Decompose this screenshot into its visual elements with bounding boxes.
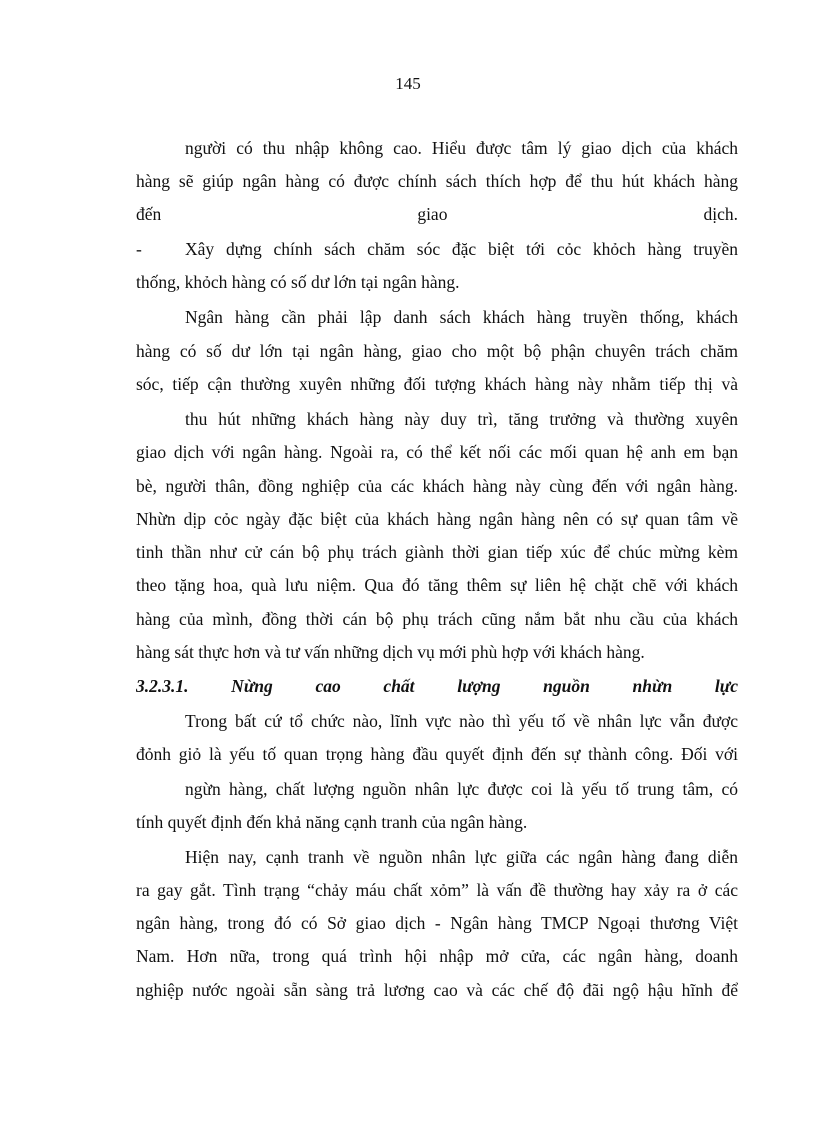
text-line-4: Xây dựng chính sách chăm sóc đặc biệt tới cỏc khỏch hàng truyền — [185, 239, 738, 259]
text-line-6: Ngân hàng cần phải lập danh sách khách hàng truyền thống, khách — [185, 307, 738, 327]
text-line-19: ngừn hàng, chất lượng nguồn nhân lực được coi là yếu tố trung tâm, có — [185, 779, 738, 799]
text-line-22: ra gay gắt. Tình trạng “chảy máu chất xỏm” là vấn đề thường hay xảy ra ở các — [136, 880, 738, 900]
text-line-3: đến giao dịch. — [136, 204, 738, 224]
text-line-12: Nhừn dịp cỏc ngày đặc biệt của khách hàng ngân hàng nên có sự quan tâm về — [136, 509, 738, 529]
text-line-20: tính quyết định đến khả năng cạnh tranh của ngân hàng. — [136, 812, 528, 832]
text-line-25: nghiệp nước ngoài sẵn sàng trả lương cao và các chế độ đãi ngộ hậu hĩnh để — [136, 980, 738, 1000]
text-line-8: sóc, tiếp cận thường xuyên những đối tượng khách hàng này nhằm tiếp thị và — [136, 374, 738, 394]
text-line-9: thu hút những khách hàng này duy trì, tăng trưởng và thường xuyên — [185, 409, 738, 429]
text-line-24: Nam. Hơn nữa, trong quá trình hội nhập mở cửa, các ngân hàng, doanh — [136, 946, 738, 966]
text-line-7: hàng có số dư lớn tại ngân hàng, giao cho một bộ phận chuyên trách chăm — [136, 341, 738, 361]
bullet-dash: - — [136, 239, 142, 259]
text-line-23: ngân hàng, trong đó có Sở giao dịch - Ngân hàng TMCP Ngoại thương Việt — [136, 913, 738, 933]
text-line-1: người có thu nhập không cao. Hiểu được tâm lý giao dịch của khách — [185, 138, 738, 158]
text-line-5: thống, khỏch hàng có số dư lớn tại ngân hàng. — [136, 272, 460, 292]
text-line-13: tinh thần như cử cán bộ phụ trách giành thời gian tiếp xúc để chúc mừng kèm — [136, 542, 738, 562]
text-line-17: Trong bất cứ tổ chức nào, lĩnh vực nào thì yếu tố về nhân lực vẫn được — [185, 711, 738, 731]
text-line-16: hàng sát thực hơn và tư vấn những dịch vụ mới phù hợp với khách hàng. — [136, 642, 645, 662]
text-line-21: Hiện nay, cạnh tranh về nguồn nhân lực giữa các ngân hàng đang diễn — [185, 847, 738, 867]
text-line-18: đỏnh giỏ là yếu tố quan trọng hàng đầu quyết định đến sự thành công. Đối với — [136, 744, 738, 764]
text-line-15: hàng của mình, đồng thời cán bộ phụ trách cũng nắm bắt nhu cầu của khách — [136, 609, 738, 629]
text-line-10: giao dịch với ngân hàng. Ngoài ra, có thể kết nối các mối quan hệ anh em bạn — [136, 442, 738, 462]
page-number: 145 — [395, 74, 421, 93]
text-line-2: hàng sẽ giúp ngân hàng có được chính sách thích hợp để thu hút khách hàng — [136, 171, 738, 191]
section-heading: 3.2.3.1. Nừng cao chất lượng nguồn nhừn lực — [136, 676, 738, 696]
text-line-14: theo tặng hoa, quà lưu niệm. Qua đó tăng thêm sự liên hệ chặt chẽ với khách — [136, 575, 738, 595]
text-line-11: bè, người thân, đồng nghiệp của các khách hàng này cùng đến với ngân hàng. — [136, 476, 738, 496]
